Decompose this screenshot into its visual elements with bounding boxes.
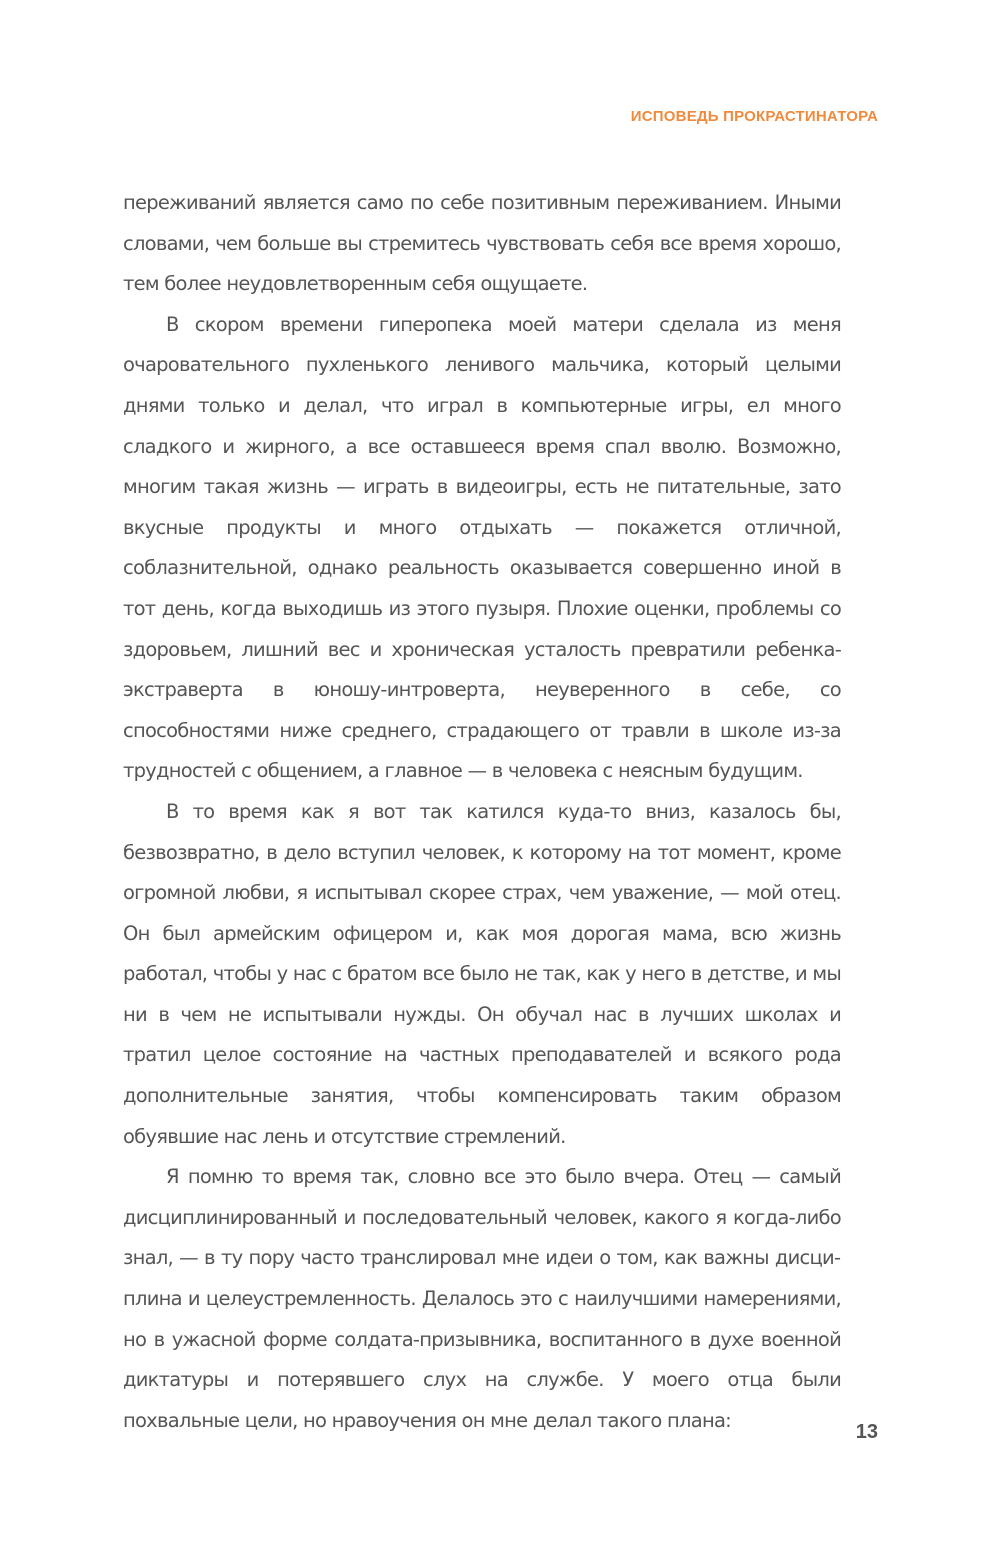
paragraph: В то время как я вот так катился куда-то вниз, казалось бы, безвозвратно, в дело вступил человек, к которому на тот момент, кроме огромной любви, я испытывал скорее страх, чем уважение, — мой отец. Он был армейским офицером и, как моя дорогая мама, всю жизнь работал, чтобы у нас с братом все было не так, как у него в детстве, и мы ни в чем не испытывали нужды. Он обучал нас в лучших школах и тратил целое состояние на частных преподавателей и всякого рода дополнительные занятия, чтобы компенсировать таким образом обуявшие нас лень и отсутствие стремлений.: [123, 799, 841, 1148]
running-header: ИСПОВЕДЬ ПРОКРАСТИНАТОРА: [630, 108, 878, 125]
page-number: 13: [855, 1421, 878, 1443]
paragraph: В скором времени гиперопека моей матери сделала из меня очаровательного пухленького ленивого мальчика, который целыми днями только и делал, что играл в компьютерные игры, ел много сладкого и жирного, а все оставшееся время спал вволю. Возможно, многим такая жизнь — играть в видеоигры, есть не питательные, зато вкусные продукты и много отдыхать — покажется отличной, соблазнительной, однако реальность оказывается совершенно иной в тот день, когда выходишь из этого пузыря. Плохие оценки, проблемы со здоровьем, лишний вес и хроническая усталость превратили ребенка-экстраверта в юношу-интроверта, неуверенного в себе, со способностями ниже среднего, страдающего от травли в школе из-за трудностей с общением, а главное — в человека с неясным будущим.: [123, 312, 841, 783]
body-text: [123, 183, 841, 1441]
paragraph: Я помню то время так, словно все это было вчера. Отец — самый дисциплинированный и последовательный человек, какого я когда-либо знал, — в ту пору часто транслировал мне идеи о том, как важны дисциплина и целеустремленность. Делалось это с наилучшими намерениями, но в ужасной форме солдата-призывника, воспитанного в духе военной диктатуры и потерявшего слух на службе. У моего отца были похвальные цели, но нравоучения он мне делал такого плана:: [123, 1165, 841, 1432]
paragraph-continued: переживаний является само по себе позитивным переживанием. Иными словами, чем больше вы стремитесь чувствовать себя все время хорошо, тем более неудовлетворенным себя ощущаете.: [123, 191, 841, 296]
